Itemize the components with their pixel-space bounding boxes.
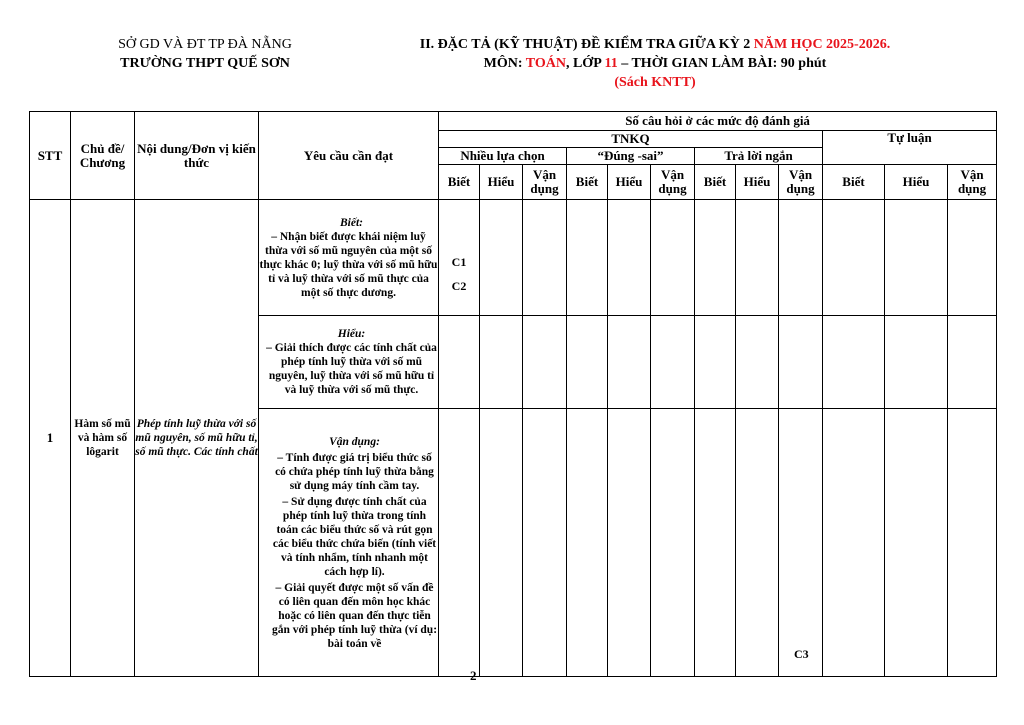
header-true-false: “Đúng -sai” xyxy=(567,148,695,165)
question-c2: C2 xyxy=(451,279,467,293)
department-name: SỞ GD VÀ ĐT TP ĐÀ NẴNG xyxy=(118,37,292,52)
exam-title xyxy=(350,35,960,54)
question-c3: C3 xyxy=(794,647,809,661)
exam-title-text: II. ĐẶC TẢ (KỸ THUẬT) ĐỀ KIỂM TRA GIỮA KỲ 2 xyxy=(419,37,754,52)
header-short-answer: Trả lời ngắn xyxy=(695,148,823,165)
row-topic: Hàm số mũ và hàm số lôgarit xyxy=(71,200,135,677)
header-levels: Số câu hỏi ở các mức độ đánh giá xyxy=(439,112,997,131)
row-content: Phép tính luỹ thừa với số mũ nguyên, số mũ hữu tỉ, số mũ thực. Các tính chất xyxy=(135,200,259,677)
subject-name: TOÁN xyxy=(525,56,566,71)
subject-duration: – THỜI GIAN LÀM BÀI: 90 phút xyxy=(617,56,827,71)
header-content: Nội dung/Đơn vị kiến thức xyxy=(135,112,259,200)
header-requirement: Yêu cầu cần đạt xyxy=(259,112,439,200)
requirement-know xyxy=(259,200,439,316)
book-series: (Sách KNTT) xyxy=(614,75,696,90)
requirement-understand-text: – Giải thích được các tính chất của phép tính luỹ thừa với số mũ nguyên, luỹ thừa với số mũ hữu tỉ và luỹ thừa với số mũ thực. xyxy=(266,342,437,396)
short-apply: Vận dụng xyxy=(779,165,823,200)
essay-know: Biết xyxy=(823,165,885,200)
tf-apply: Vận dụng xyxy=(651,165,695,200)
essay-apply: Vận dụng xyxy=(948,165,997,200)
requirement-know-text: – Nhận biết được khái niệm luỹ thừa với số mũ nguyên của một số thực khác 0; luỹ thừa với số mũ hữu tỉ và luỹ thừa với số mũ thực của một số thực dương. xyxy=(259,230,438,299)
table-row xyxy=(30,200,997,316)
essay-understand: Hiểu xyxy=(885,165,948,200)
header-essay: Tự luận xyxy=(823,131,997,165)
mc-know-questions xyxy=(439,200,480,316)
specification-table xyxy=(29,111,997,677)
subject-prefix: MÔN: xyxy=(483,56,526,71)
school-name: TRƯỜNG THPT QUẾ SƠN xyxy=(120,56,290,71)
requirement-apply-text-2: – Sử dụng được tính chất của phép tính luỹ thừa trong tính toán các biểu thức số và rút gọn các biểu thức chứa biến (tính viết và tính nhẩm, tính nhanh một cách hợp lí). xyxy=(272,495,437,578)
header-tnkq: TNKQ xyxy=(439,131,823,148)
requirement-understand xyxy=(259,316,439,409)
requirement-apply-label: Vận dụng: xyxy=(329,435,380,448)
requirement-know-label: Biết: xyxy=(340,216,363,229)
school-year: NĂM HỌC 2025-2026. xyxy=(753,37,891,52)
mc-apply: Vận dụng xyxy=(523,165,567,200)
requirement-apply-text-3: – Giải quyết được một số vấn đề có liên quan đến môn học khác hoặc có liên quan đến thực tiễn gắn với phép tính luỹ thừa (ví dụ: bài toán về xyxy=(271,581,438,650)
school-info xyxy=(90,35,320,73)
subject-mid: , LỚP xyxy=(565,56,605,71)
header-topic: Chủ đề/ Chương xyxy=(71,112,135,200)
mc-understand: Hiểu xyxy=(480,165,523,200)
requirement-apply xyxy=(259,409,439,677)
exam-title-block xyxy=(350,35,960,92)
subject-grade: 11 xyxy=(604,56,618,71)
short-know: Biết xyxy=(695,165,736,200)
question-c1: C1 xyxy=(451,255,467,269)
short-understand: Hiểu xyxy=(736,165,779,200)
mc-know: Biết xyxy=(439,165,480,200)
page-number: 2 xyxy=(470,668,477,683)
header-stt: STT xyxy=(30,112,71,200)
row-stt: 1 xyxy=(30,200,71,677)
document-header xyxy=(0,35,1024,95)
subject-line xyxy=(350,54,960,73)
requirement-apply-text-1: – Tính được giá trị biểu thức số có chứa phép tính luỹ thừa bằng sử dụng máy tính cầm tay. xyxy=(275,451,434,492)
tf-understand: Hiểu xyxy=(608,165,651,200)
requirement-understand-label: Hiểu: xyxy=(337,328,366,340)
tf-know: Biết xyxy=(567,165,608,200)
header-multiple-choice: Nhiều lựa chọn xyxy=(439,148,567,165)
